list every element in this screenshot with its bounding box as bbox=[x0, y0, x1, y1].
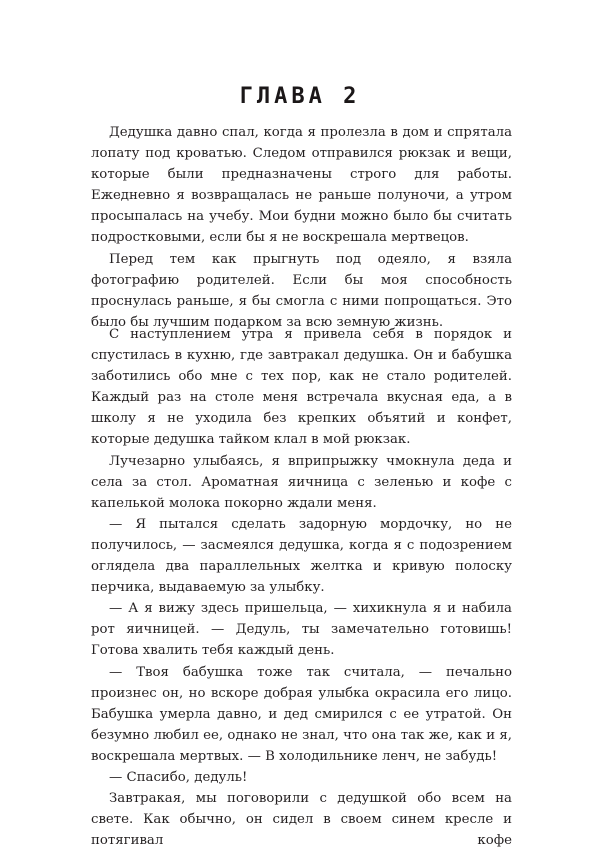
paragraph: — Я пытался сделать задорную мордочку, но не получилось, — засмеялся дедушка, когда я с подозрением оглядела два параллельных желтка и кривую полоску перчика, выдаваемую за улыбку. bbox=[91, 516, 512, 596]
paragraph: — Твоя бабушка тоже так считала, — печально произнес он, но вскоре добрая улыбка окрасила его лицо. Бабушка умерла давно, и дед смирился с ее утратой. Он безумно любил ее, однако не знал, что она так же, как и я, воскрешала мертвых. — В холодильнике ленч, не забудь! bbox=[91, 664, 512, 764]
paragraph: — А я вижу здесь пришельца, — хихикнула я и набила рот яичницей. — Дедуль, ты замечательно готовишь! Готова хвалить тебя каждый день. bbox=[91, 601, 512, 659]
chapter-title: ГЛАВА 2 bbox=[239, 84, 361, 109]
text-section-1 bbox=[91, 122, 512, 333]
paragraph: С наступлением утра я привела себя в порядок и спустилась в кухню, где завтракал дедушка. Он и бабушка заботились обо мне с тех пор, как не стало родителей. Каждый раз на столе меня встречала вкусная еда, а в школу я не уходила без крепких объятий и конфет, которые дедушка тайком клал в мой рюкзак. bbox=[91, 327, 512, 448]
text-section-2 bbox=[91, 324, 512, 851]
paragraph: Перед тем как прыгнуть под одеяло, я взяла фотографию родителей. Если бы моя способность проснулась раньше, я бы смогла с ними попрощаться. Это было бы лучшим подарком за всю земную жизнь. bbox=[91, 251, 512, 330]
paragraph: Завтракая, мы поговорили с дедушкой обо всем на свете. Как обычно, он сидел в своем синем кресле и потягивал кофе bbox=[91, 791, 512, 849]
paragraph: Лучезарно улыбаясь, я вприпрыжку чмокнула деда и села за стол. Ароматная яичница с зеленью и кофе с капелькой молока покорно ждали меня. bbox=[91, 453, 512, 511]
paragraph: Дедушка давно спал, когда я пролезла в дом и спрятала лопату под кроватью. Следом отправился рюкзак и вещи, которые были предназначены строго для работы. Ежедневно я возвращалась не раньше полуночи, а утром просыпалась на учебу. Мои будни можно было бы считать подростковыми, если бы я не воскрешала мертвецов. bbox=[91, 125, 512, 246]
paragraph: — Спасибо, дедуль! bbox=[109, 769, 248, 785]
